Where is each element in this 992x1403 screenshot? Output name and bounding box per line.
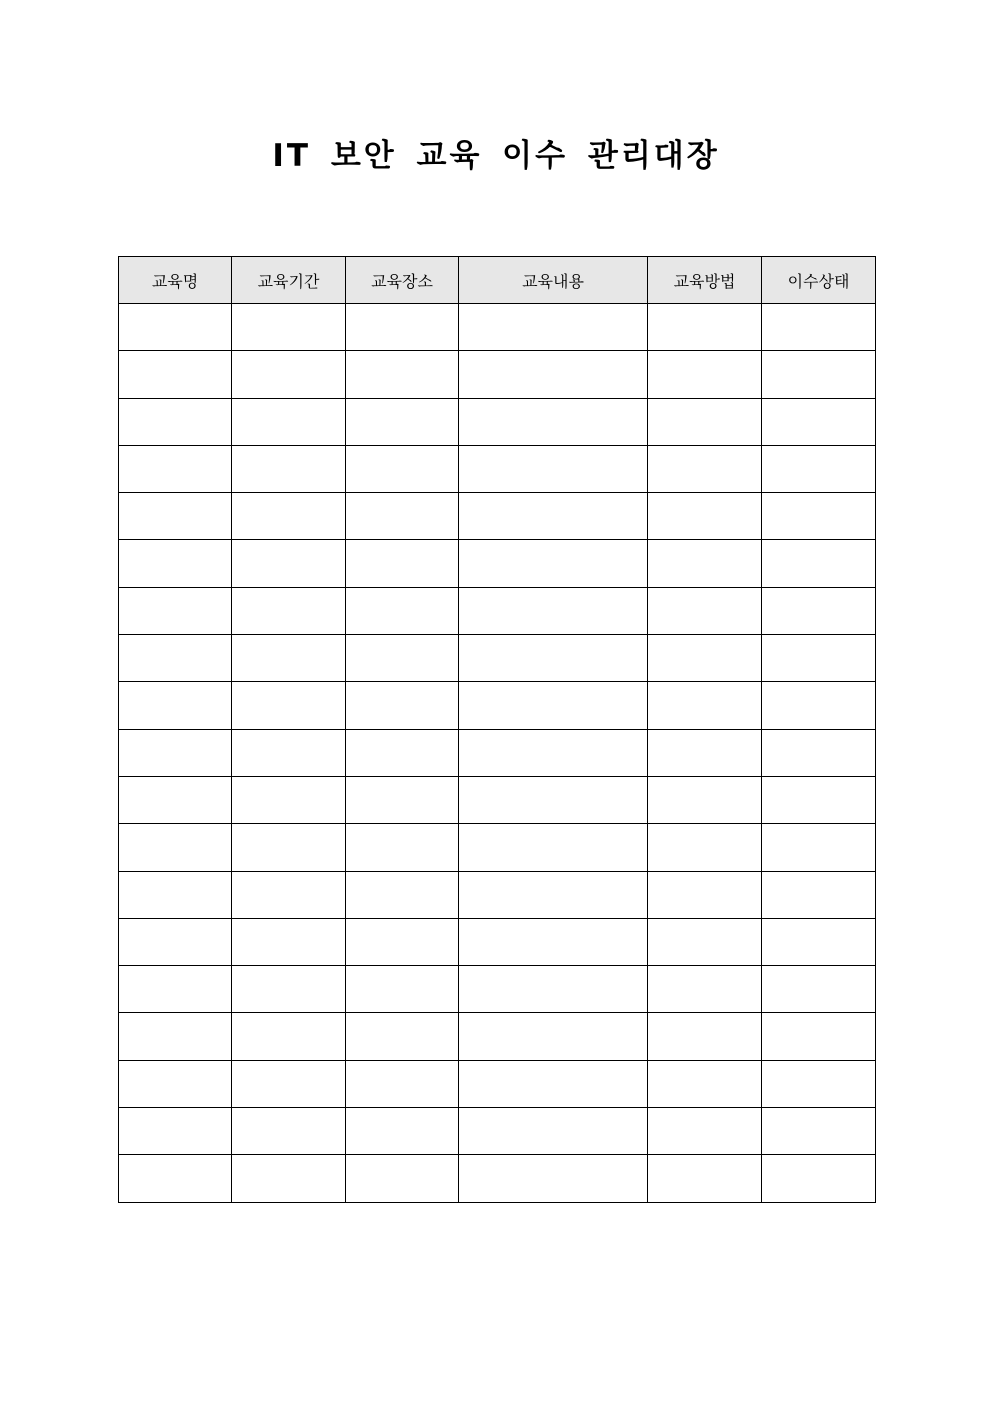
cell-period[interactable] [232, 304, 346, 351]
cell-period[interactable] [232, 351, 346, 398]
table-row [119, 1108, 876, 1155]
table-row [119, 351, 876, 398]
column-header-method: 교육방법 [648, 257, 762, 304]
cell-period[interactable] [232, 824, 346, 871]
cell-course-name[interactable] [119, 776, 232, 823]
cell-location[interactable] [346, 1060, 459, 1107]
cell-content[interactable] [459, 729, 648, 776]
cell-completion-status[interactable] [762, 398, 876, 445]
table-row [119, 635, 876, 682]
cell-location[interactable] [346, 918, 459, 965]
cell-method[interactable] [648, 1060, 762, 1107]
cell-completion-status[interactable] [762, 729, 876, 776]
cell-course-name[interactable] [119, 398, 232, 445]
cell-course-name[interactable] [119, 966, 232, 1013]
cell-method[interactable] [648, 493, 762, 540]
cell-course-name[interactable] [119, 682, 232, 729]
cell-method[interactable] [648, 682, 762, 729]
cell-period[interactable] [232, 871, 346, 918]
cell-content[interactable] [459, 1013, 648, 1060]
cell-location[interactable] [346, 304, 459, 351]
cell-method[interactable] [648, 1155, 762, 1202]
table-row [119, 1155, 876, 1202]
cell-content[interactable] [459, 871, 648, 918]
page-title: IT 보안 교육 이수 관리대장 [272, 138, 720, 174]
cell-method[interactable] [648, 1013, 762, 1060]
cell-completion-status[interactable] [762, 682, 876, 729]
cell-course-name[interactable] [119, 351, 232, 398]
cell-course-name[interactable] [119, 587, 232, 634]
cell-period[interactable] [232, 1108, 346, 1155]
cell-method[interactable] [648, 918, 762, 965]
cell-location[interactable] [346, 493, 459, 540]
cell-content[interactable] [459, 1108, 648, 1155]
cell-content[interactable] [459, 682, 648, 729]
cell-content[interactable] [459, 445, 648, 492]
cell-method[interactable] [648, 587, 762, 634]
cell-content[interactable] [459, 398, 648, 445]
cell-method[interactable] [648, 824, 762, 871]
cell-method[interactable] [648, 729, 762, 776]
cell-completion-status[interactable] [762, 1155, 876, 1202]
table-row [119, 398, 876, 445]
cell-course-name[interactable] [119, 1013, 232, 1060]
cell-course-name[interactable] [119, 729, 232, 776]
cell-method[interactable] [648, 871, 762, 918]
cell-location[interactable] [346, 1108, 459, 1155]
cell-content[interactable] [459, 304, 648, 351]
cell-method[interactable] [648, 304, 762, 351]
cell-content[interactable] [459, 635, 648, 682]
table-row [119, 682, 876, 729]
column-header-course-name: 교육명 [119, 257, 232, 304]
cell-course-name[interactable] [119, 304, 232, 351]
cell-method[interactable] [648, 1108, 762, 1155]
table-row [119, 776, 876, 823]
table-row [119, 729, 876, 776]
cell-location[interactable] [346, 729, 459, 776]
cell-completion-status[interactable] [762, 351, 876, 398]
cell-location[interactable] [346, 1155, 459, 1202]
cell-course-name[interactable] [119, 1060, 232, 1107]
cell-method[interactable] [648, 966, 762, 1013]
column-header-completion-status: 이수상태 [762, 257, 876, 304]
cell-period[interactable] [232, 729, 346, 776]
cell-content[interactable] [459, 587, 648, 634]
cell-method[interactable] [648, 776, 762, 823]
cell-method[interactable] [648, 445, 762, 492]
table-body [119, 304, 876, 1203]
cell-location[interactable] [346, 398, 459, 445]
table-row [119, 871, 876, 918]
cell-period[interactable] [232, 966, 346, 1013]
cell-period[interactable] [232, 682, 346, 729]
cell-course-name[interactable] [119, 635, 232, 682]
cell-period[interactable] [232, 587, 346, 634]
cell-content[interactable] [459, 493, 648, 540]
cell-completion-status[interactable] [762, 540, 876, 587]
table-header-row [119, 257, 876, 304]
cell-content[interactable] [459, 776, 648, 823]
cell-course-name[interactable] [119, 918, 232, 965]
cell-period[interactable] [232, 445, 346, 492]
cell-period[interactable] [232, 540, 346, 587]
cell-completion-status[interactable] [762, 493, 876, 540]
cell-completion-status[interactable] [762, 871, 876, 918]
table-row [119, 1060, 876, 1107]
table-row [119, 918, 876, 965]
cell-content[interactable] [459, 540, 648, 587]
cell-method[interactable] [648, 540, 762, 587]
table-row [119, 1013, 876, 1060]
cell-course-name[interactable] [119, 445, 232, 492]
cell-method[interactable] [648, 351, 762, 398]
cell-period[interactable] [232, 493, 346, 540]
cell-completion-status[interactable] [762, 635, 876, 682]
cell-completion-status[interactable] [762, 966, 876, 1013]
column-header-period: 교육기간 [232, 257, 346, 304]
cell-completion-status[interactable] [762, 776, 876, 823]
cell-course-name[interactable] [119, 493, 232, 540]
cell-location[interactable] [346, 824, 459, 871]
cell-location[interactable] [346, 351, 459, 398]
cell-period[interactable] [232, 398, 346, 445]
table-row [119, 445, 876, 492]
column-header-location: 교육장소 [346, 257, 459, 304]
cell-method[interactable] [648, 635, 762, 682]
cell-completion-status[interactable] [762, 1108, 876, 1155]
table-row [119, 540, 876, 587]
cell-location[interactable] [346, 1013, 459, 1060]
cell-period[interactable] [232, 776, 346, 823]
cell-completion-status[interactable] [762, 1060, 876, 1107]
cell-location[interactable] [346, 540, 459, 587]
cell-completion-status[interactable] [762, 918, 876, 965]
cell-completion-status[interactable] [762, 445, 876, 492]
cell-location[interactable] [346, 445, 459, 492]
cell-course-name[interactable] [119, 824, 232, 871]
cell-location[interactable] [346, 776, 459, 823]
cell-period[interactable] [232, 1155, 346, 1202]
cell-completion-status[interactable] [762, 824, 876, 871]
table-row [119, 824, 876, 871]
cell-period[interactable] [232, 1060, 346, 1107]
education-ledger-table [118, 256, 876, 1203]
cell-period[interactable] [232, 635, 346, 682]
cell-course-name[interactable] [119, 1155, 232, 1202]
table-row [119, 966, 876, 1013]
cell-method[interactable] [648, 398, 762, 445]
cell-content[interactable] [459, 966, 648, 1013]
cell-content[interactable] [459, 1060, 648, 1107]
table-row [119, 587, 876, 634]
cell-course-name[interactable] [119, 540, 232, 587]
cell-location[interactable] [346, 587, 459, 634]
cell-completion-status[interactable] [762, 304, 876, 351]
cell-content[interactable] [459, 1155, 648, 1202]
column-header-content: 교육내용 [459, 257, 648, 304]
cell-content[interactable] [459, 824, 648, 871]
cell-course-name[interactable] [119, 871, 232, 918]
cell-completion-status[interactable] [762, 1013, 876, 1060]
table-row [119, 304, 876, 351]
table-row [119, 493, 876, 540]
cell-period[interactable] [232, 918, 346, 965]
cell-period[interactable] [232, 1013, 346, 1060]
cell-completion-status[interactable] [762, 587, 876, 634]
cell-content[interactable] [459, 351, 648, 398]
cell-course-name[interactable] [119, 1108, 232, 1155]
cell-location[interactable] [346, 966, 459, 1013]
cell-location[interactable] [346, 871, 459, 918]
cell-content[interactable] [459, 918, 648, 965]
cell-location[interactable] [346, 635, 459, 682]
cell-location[interactable] [346, 682, 459, 729]
